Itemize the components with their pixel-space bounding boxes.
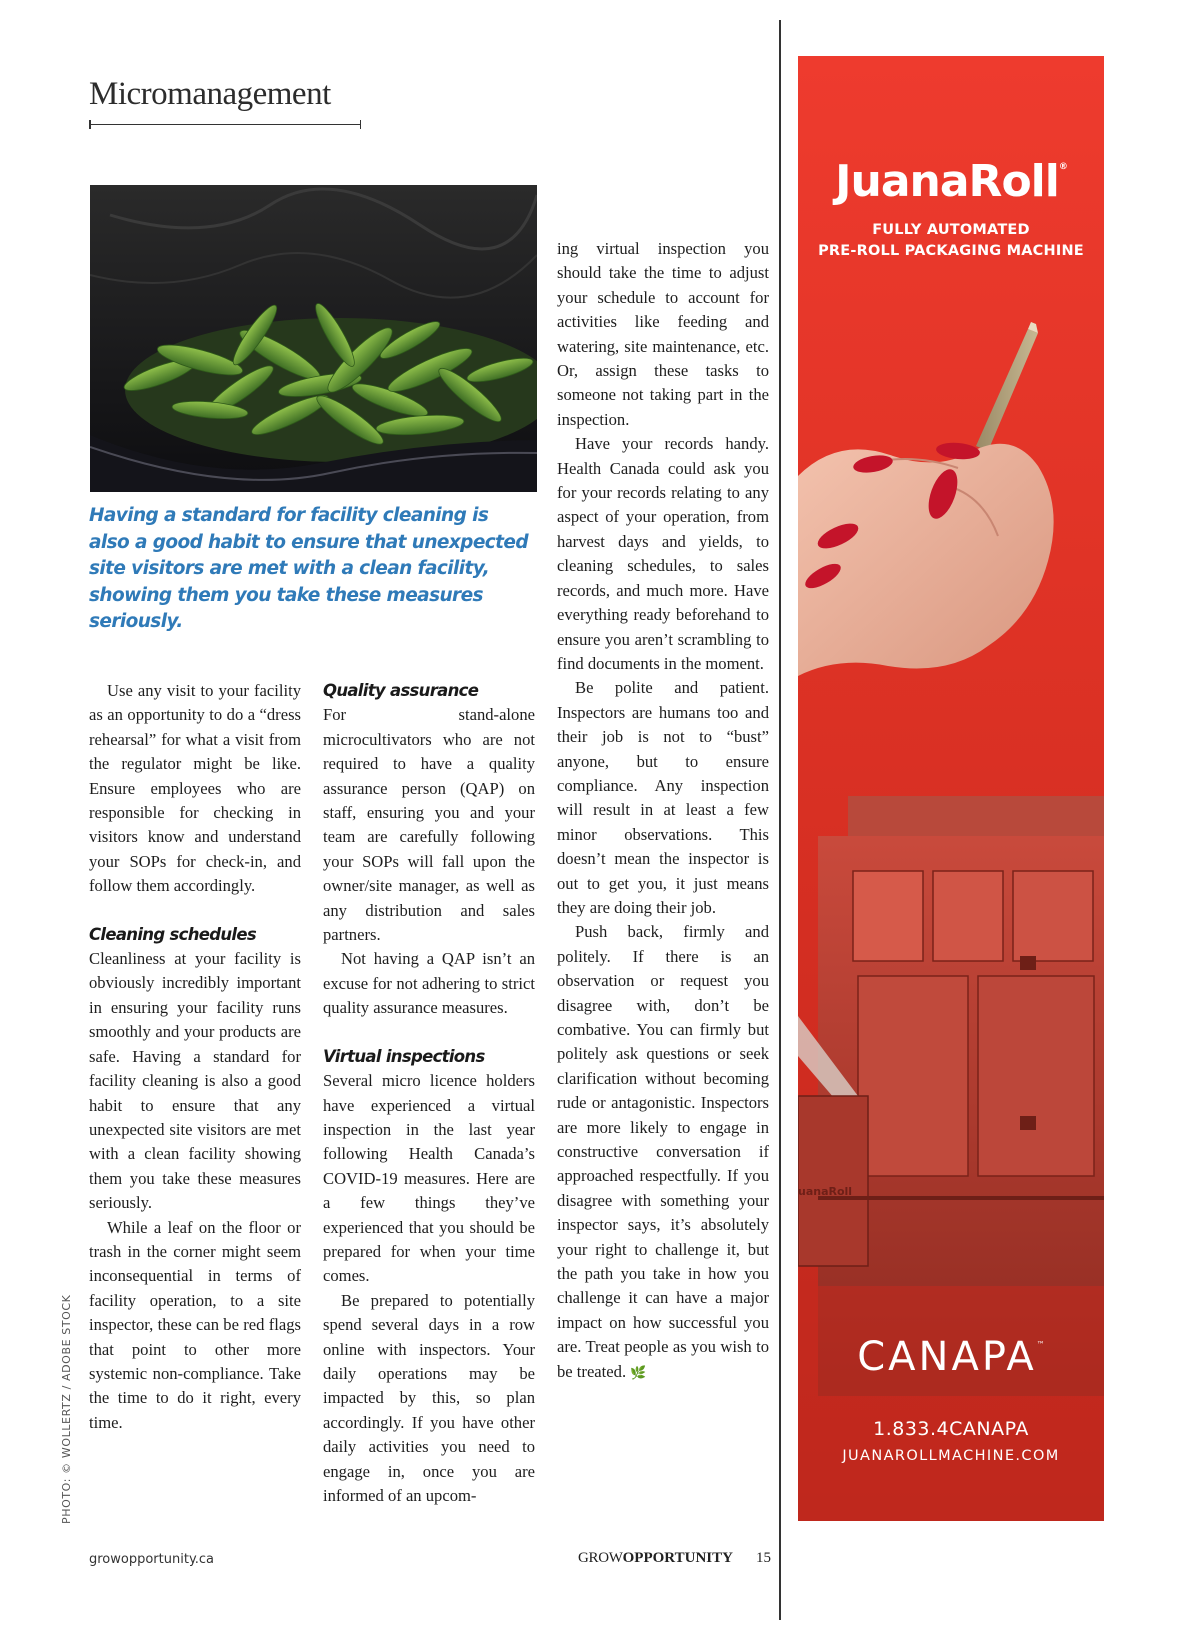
advertisement-juanaroll bbox=[798, 56, 1104, 1521]
subheading-cleaning-schedules: Cleaning schedules bbox=[89, 924, 256, 944]
ad-tagline-1: FULLY AUTOMATED bbox=[872, 222, 1030, 238]
paragraph: Cleanliness at your facility is obviously incredibly important in ensuring your facility runs smoothly and your products are safe. Having a standard for facility cleaning is also a good habit to ensure that any unexpected site visitors are met with a clean facility showing them you take these measures seriously. bbox=[89, 949, 301, 1213]
paragraph: For stand-alone microcultivators who are not required to have a quality assurance person (QAP) on staff, ensuring you and your team are carefully following your SOPs will fall upon the owner/site manager, as well as any distribution and sales partners. bbox=[323, 705, 535, 945]
magazine-name-bold: OPPORTUNITY bbox=[622, 1550, 733, 1566]
paragraph: Use any visit to your facility as an opportunity to do a “dress rehearsal” for what a visit from the regulator might be like. Ensure employees who are responsible for checking in visitors know and understand your SOPs for check-in, and follow them accordingly. bbox=[89, 681, 301, 896]
ad-company-logo bbox=[798, 1334, 1104, 1380]
photo-credit: PHOTO: © WOLLERTZ / ADOBE STOCK bbox=[60, 1294, 73, 1524]
photo-art bbox=[90, 185, 537, 492]
paragraph: Be prepared to potentially spend several days in a row online with inspectors. Your daily operations may be impacted by this, so plan accordingly. If you have other daily activities you need to engage in, once you are informed of an upcom- bbox=[323, 1290, 535, 1505]
company-name: CANAPA bbox=[857, 1334, 1037, 1380]
paragraph-text: Push back, firmly and politely. If there is an observation or request you disagree with, don’t be combative. You can firmly but politely ask questions or seek clarification without becoming rude or antagonistic. Inspectors are more likely to engage in constructive conversation if approached respectfully. If you disagree with something your inspector says, it’s absolutely your right to challenge it, but the path you take in how you challenge it can have a major impact on how successful you are. Treat people as you wish to be treated. bbox=[557, 922, 769, 1381]
cannabis-leaves-photo bbox=[90, 185, 537, 492]
magazine-name-light: GROW bbox=[578, 1550, 623, 1566]
footer-url: growopportunity.ca bbox=[89, 1552, 215, 1567]
footer-magazine-name bbox=[578, 1550, 733, 1567]
machine-label: uanaRoll bbox=[798, 1185, 853, 1198]
trademark: ™ bbox=[1036, 1340, 1045, 1349]
paragraph: While a leaf on the floor or trash in the corner might seem inconsequential in terms of facility operation, to a site inspector, these can be red flags that point to other more systemic non-compliance. Take the time to do it right, every time. bbox=[89, 1217, 301, 1432]
column-divider bbox=[779, 20, 781, 1620]
end-leaf-icon: 🌿 bbox=[630, 1364, 647, 1380]
column-1 bbox=[89, 679, 301, 1435]
subheading-quality-assurance: Quality assurance bbox=[323, 681, 479, 700]
paragraph: Have your records handy. Health Canada could ask you for your records relating to any aspect of your operation, from harvest days and yields, to cleaning schedules, to sales records, and much more. Have everything ready beforehand to ensure you aren’t scrambling to find documents in the moment. bbox=[557, 434, 769, 673]
brand-name: JuanaRoll bbox=[835, 156, 1059, 207]
photo-caption: Having a standard for facility cleaning is also a good habit to ensure that unexpected site visitors are met with a clean facility, showing them you take these measures seriously. bbox=[89, 505, 528, 632]
section-title-rule bbox=[89, 124, 361, 125]
ad-tagline-2: PRE-ROLL PACKAGING MACHINE bbox=[818, 243, 1084, 259]
paragraph: Several micro licence holders have experienced a virtual inspection in the last year following Health Canada’s COVID-19 measures. Here are a few things they’ve experienced that you should be prepared for when your time comes. bbox=[323, 1071, 535, 1286]
ad-artwork bbox=[798, 56, 1104, 1521]
column-3 bbox=[557, 237, 769, 1385]
ad-brand-logo bbox=[798, 156, 1104, 207]
subheading-virtual-inspections: Virtual inspections bbox=[323, 1046, 485, 1066]
registered-mark: ® bbox=[1058, 162, 1067, 172]
column-2 bbox=[323, 679, 535, 1508]
ad-website: JUANAROLLMACHINE.COM bbox=[842, 1448, 1060, 1464]
paragraph: Not having a QAP isn’t an excuse for not adhering to strict quality assurance measures. bbox=[323, 949, 535, 1018]
section-title: Micromanagement bbox=[89, 76, 331, 112]
paragraph: Be polite and patient. Inspectors are humans too and their job is not to “bust” anyone, but to ensure compliance. Any inspection will result in at least a few minor observations. This doesn’t mean the inspector is out to get you, it just means they are doing their job. bbox=[557, 678, 769, 917]
paragraph bbox=[557, 920, 769, 1385]
ad-phone: 1.833.4CANAPA bbox=[873, 1418, 1029, 1440]
page-number: 15 bbox=[756, 1550, 771, 1566]
paragraph: ing virtual inspection you should take the time to adjust your schedule to account for activities like feeding and watering, site maintenance, etc. Or, assign these tasks to someone not taking part in the inspection. bbox=[557, 239, 769, 429]
